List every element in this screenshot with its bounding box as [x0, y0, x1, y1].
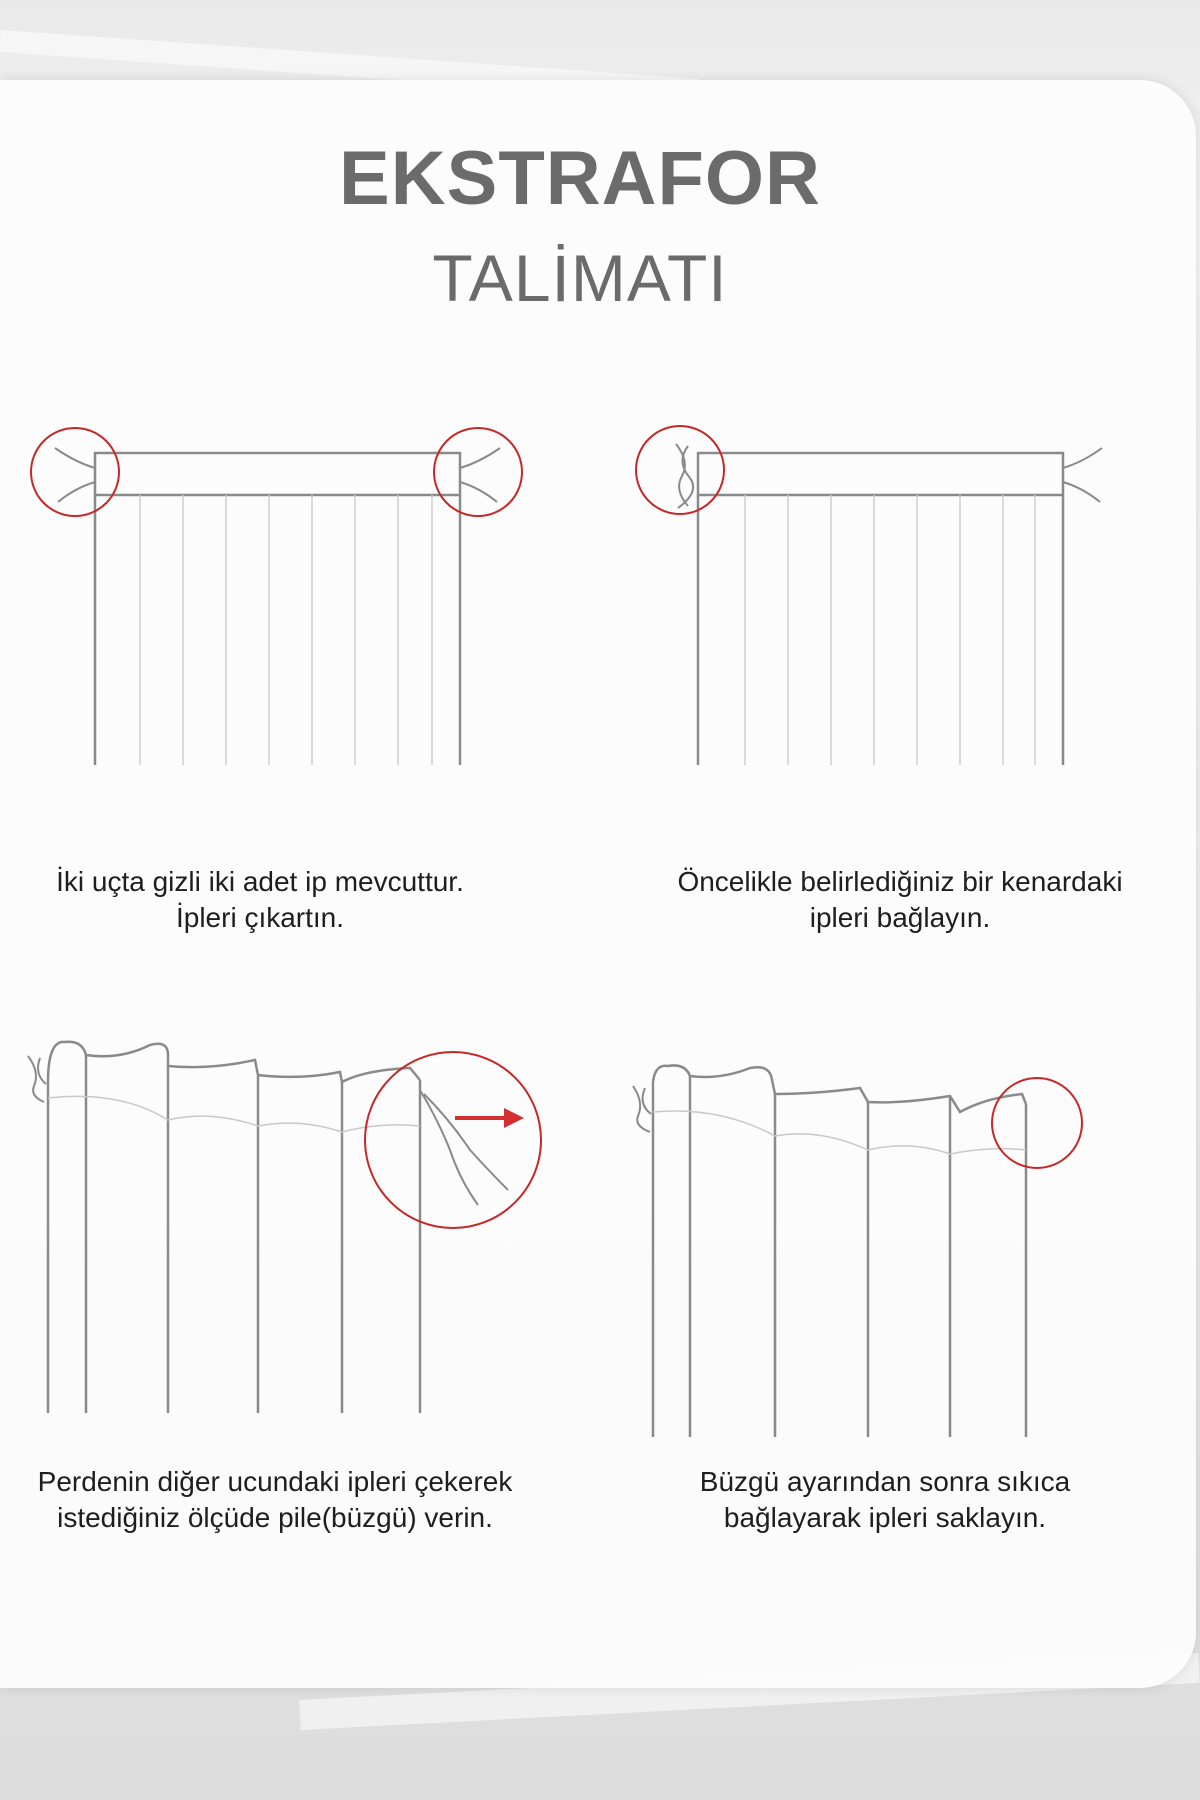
string-icon	[1063, 448, 1102, 502]
highlight-circle	[365, 1052, 541, 1228]
caption-line: istediğiniz ölçüde pile(büzgü) verin.	[57, 1502, 493, 1533]
caption-line: ipleri bağlayın.	[809, 902, 991, 933]
step-4-caption	[630, 1464, 1140, 1536]
step-4-curtain	[633, 1065, 1082, 1437]
caption-line: İpleri çıkartın.	[175, 902, 345, 933]
knot-icon	[28, 1056, 46, 1102]
pulled-string-icon	[420, 1090, 508, 1205]
caption-line: Öncelikle belirlediğiniz bir kenardaki	[677, 866, 1123, 897]
step-2-curtain	[636, 426, 1102, 765]
caption-line: bağlayarak ipleri saklayın.	[723, 1502, 1047, 1533]
step-1-caption	[10, 864, 510, 936]
step-3-curtain	[28, 1042, 541, 1413]
caption-line: Büzgü ayarından sonra sıkıca	[699, 1466, 1071, 1497]
step-1-curtain	[31, 428, 522, 765]
step-2-caption	[650, 864, 1150, 936]
caption-line: İki uçta gizli iki adet ip mevcuttur.	[56, 866, 464, 897]
page-title: EKSTRAFOR	[339, 136, 821, 221]
knot-icon	[633, 1086, 651, 1132]
step-3-caption	[5, 1464, 545, 1536]
highlight-circle	[636, 426, 724, 514]
highlight-circle	[434, 428, 522, 516]
knot-icon	[676, 444, 693, 508]
highlight-circle	[992, 1078, 1082, 1168]
highlight-circle	[31, 428, 119, 516]
caption-line: Perdenin diğer ucundaki ipleri çekerek	[37, 1466, 513, 1497]
arrow-right-icon	[455, 1108, 524, 1128]
page-subtitle: TALİMATI	[432, 241, 728, 315]
